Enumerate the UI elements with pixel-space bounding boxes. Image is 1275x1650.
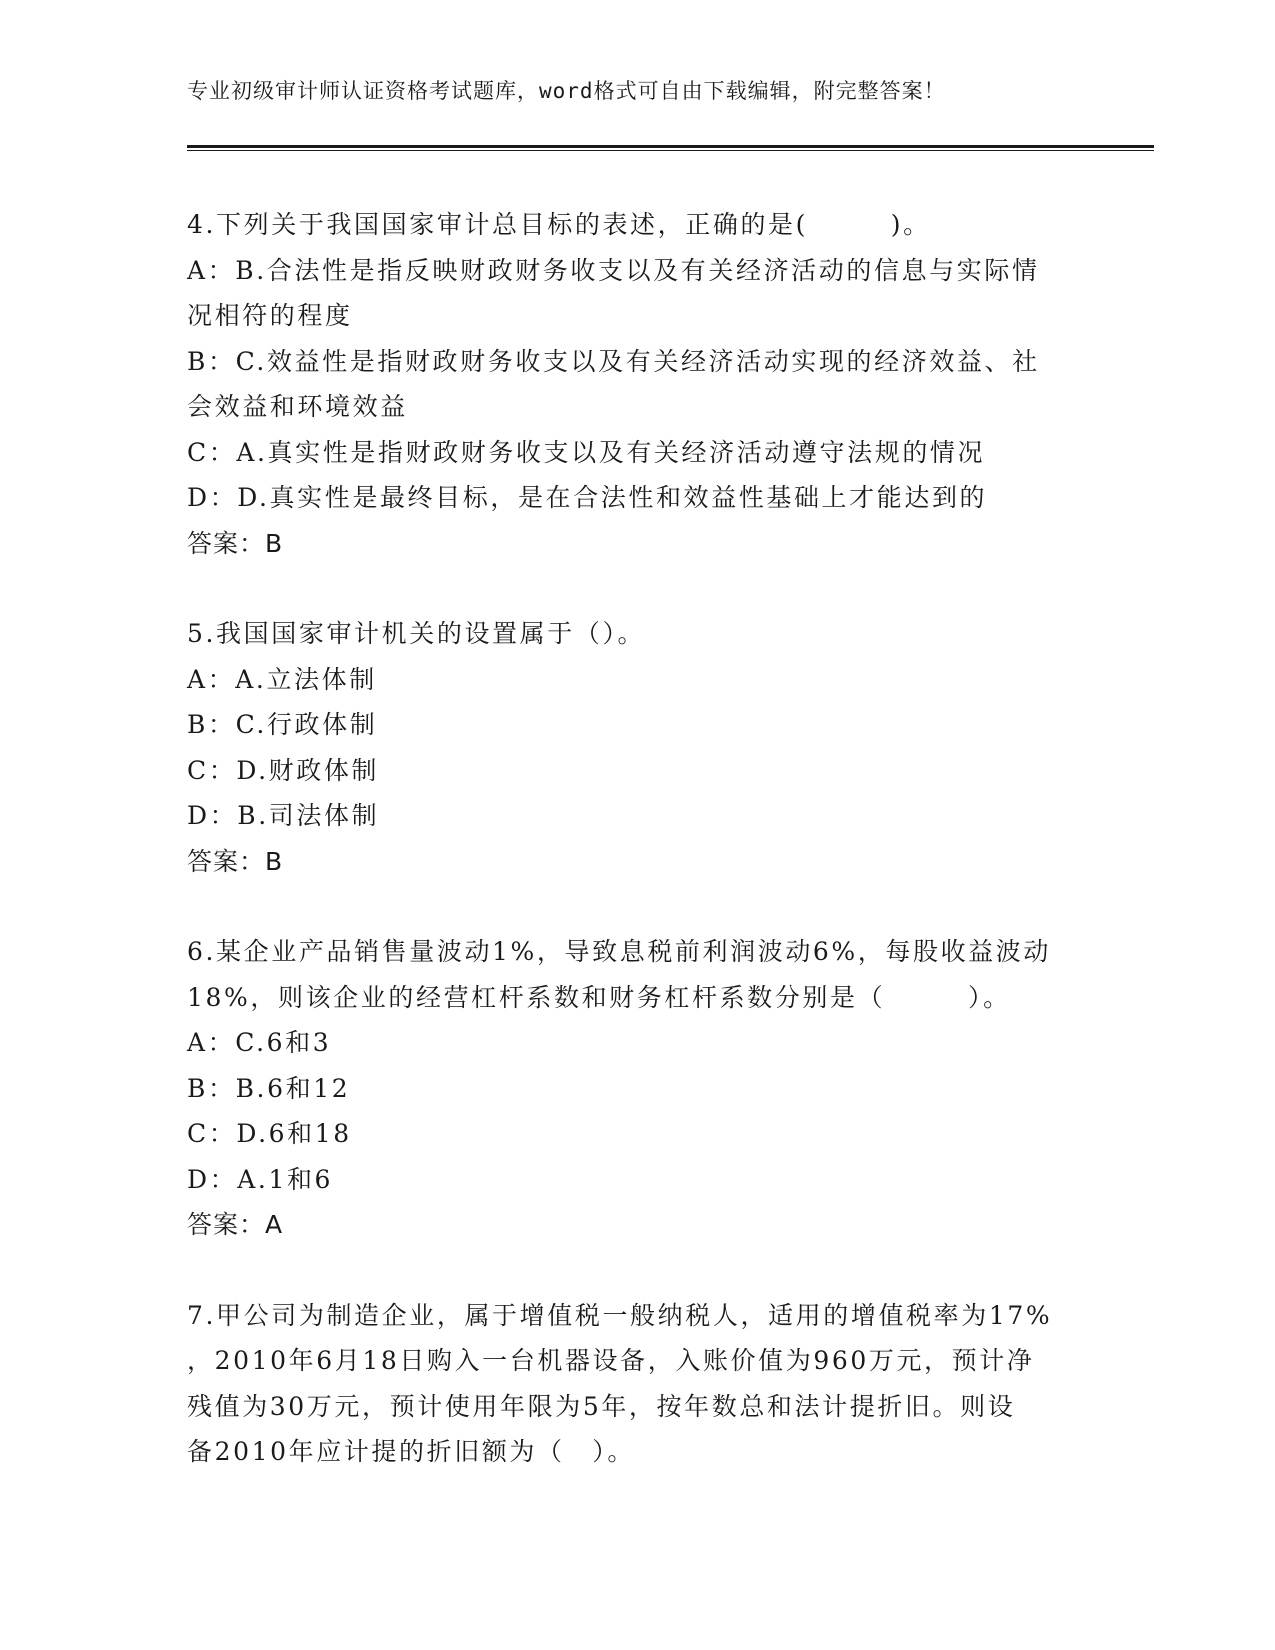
answer-label: 答案：B: [187, 528, 284, 558]
option-d: D：A.1和6: [187, 1164, 334, 1194]
option-a: A：B.合法性是指反映财政财务收支以及有关经济活动的信息与实际情: [187, 255, 1040, 285]
option-d: D：B.司法体制: [187, 801, 380, 830]
question-list: [187, 202, 1087, 1520]
question-stem-continued: 残值为30万元，预计使用年限为5年，按年数总和法计提折旧。则设: [187, 1391, 1016, 1421]
question-4: [187, 202, 1087, 566]
option-d: D：D.真实性是最终目标，是在合法性和效益性基础上才能达到的: [187, 483, 988, 512]
question-7: [187, 1293, 1087, 1475]
header-divider: [187, 145, 1154, 148]
question-stem-continued: 18%，则该企业的经营杠杆系数和财务杠杆系数分别是（ ）。: [187, 982, 1011, 1012]
question-6: [187, 929, 1087, 1248]
answer-label: 答案：B: [187, 846, 284, 876]
option-a: A：A.立法体制: [187, 664, 377, 694]
option-a-continued: 况相符的程度: [187, 301, 353, 330]
question-stem-continued: 备2010年应计提的折旧额为（ ）。: [187, 1437, 635, 1466]
option-a: A：C.6和3: [187, 1028, 332, 1057]
option-b: B：C.行政体制: [187, 710, 378, 739]
option-c: C：A.真实性是指财政财务收支以及有关经济活动遵守法规的情况: [187, 437, 986, 467]
option-b-continued: 会效益和环境效益: [187, 392, 408, 421]
header-divider-thin: [187, 150, 1154, 151]
question-5: [187, 611, 1087, 884]
option-b: B：B.6和12: [187, 1073, 351, 1103]
question-stem: 5.我国国家审计机关的设置属于（）。: [187, 619, 646, 648]
option-b: B：C.效益性是指财政财务收支以及有关经济活动实现的经济效益、社: [187, 346, 1040, 376]
answer-label: 答案：A: [187, 1210, 284, 1239]
page-header: 专业初级审计师认证资格考试题库，word格式可自由下载编辑，附完整答案！: [187, 79, 946, 103]
question-stem: 6.某企业产品销售量波动1%，导致息税前利润波动6%，每股收益波动: [187, 937, 1051, 966]
question-stem-continued: ，2010年6月18日购入一台机器设备，入账价值为960万元，预计净: [187, 1346, 1035, 1375]
option-c: C：D.6和18: [187, 1119, 352, 1148]
option-c: C：D.财政体制: [187, 755, 380, 785]
question-stem: 4.下列关于我国国家审计总目标的表述，正确的是( )。: [187, 210, 931, 239]
question-stem: 7.甲公司为制造企业，属于增值税一般纳税人，适用的增值税率为17%: [187, 1300, 1053, 1330]
